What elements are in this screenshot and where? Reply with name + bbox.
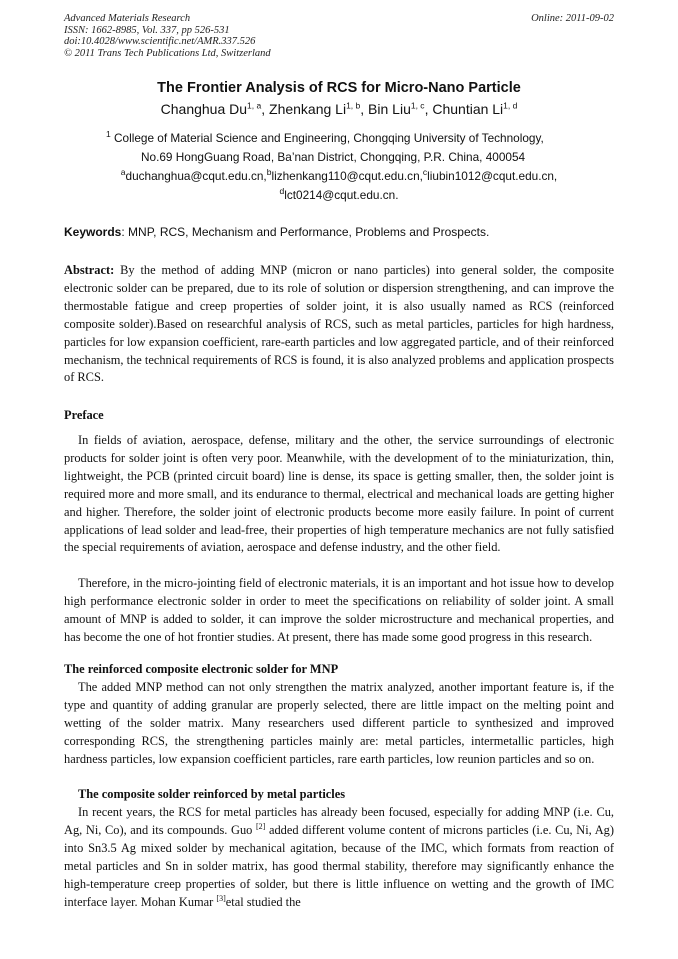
author: Changhua Du$^{1, a}$,: [160, 100, 270, 117]
author-email-d: $^d$lct0214@cqut.edu.cn.: [279, 186, 399, 202]
online-date: Online: 2011-09-02: [531, 13, 614, 24]
issn: ISSN: 1662-8985, Vol. 337, pp 526-531: [64, 24, 230, 36]
copyright: © 2011 Trans Tech Publications Ltd, Switzerland: [64, 47, 271, 59]
affiliation-line-2: No.69 HongGuang Road, Ba’nan District, Chongqing, P.R. China, 400054: [141, 150, 526, 164]
author: Zhenkang Li$^{1, b}$,: [269, 100, 369, 117]
journal-name: Advanced Materials Research: [64, 13, 191, 24]
citation-2: [2]: [255, 821, 266, 831]
author: Bin Liu$^{1, c}$,: [368, 100, 433, 117]
preface-paragraph-1: In fields of aviation, aerospace, defense, military and the other, the service surroundings of electronic products for solder joint is often very poor. Meanwhile, with the development of to the miniaturization, thin, lightweight, the PCB (printed circuit board) line is dense, its space is getting smaller, then, the solder joint is required more and more small, and its endurance to thermal, electrical and mechanical loads are getting higher and higher. Therefore, the solder joint of electronic products become more easily failure. In point of current applications of lead solder and lead-free, their properties of high temperature mechanics are not fully satisfied the special requirements of aviation, aerospace and defense industry, and the other field.: [64, 433, 614, 555]
abstract-text: By the method of adding MNP (micron or nano particles) into general solder, the composite electronic solder can be prepared, due to its role of solution or dispersion strengthening, and can improve the thermostable fatigue and creep properties of solder joint, it is also usually named as RCS (reinforced composite solder).Based on researchful analysis of RCS, such as metal particles, particles for high hardness, particles for low expansion coefficient, rare-earth particles and low aggregated particle, and of their reinforced mechanism, the technical requirements of RCS is found, it is also analyzed problems and application prospects of RCS.: [64, 263, 614, 385]
rcs-paragraph: The added MNP method can not only strengthen the matrix analyzed, another important feature is, if the type and quantity of adding granular are properly selected, there are little impact on the melting point and wetting of the solder matrix. Many researchers used different particle to synthesized and improved corresponding RCS, the strengthening particles mainly are: metal particles, intermetallic particles, high hardness particles, low expansion coefficient particles, rare earth particles, low reunion particles and so on.: [64, 680, 614, 766]
preface-paragraph-2: Therefore, in the micro-jointing field of electronic materials, it is an important and hot issue how to develop high performance electronic solder in order to meet the specifications on reliability of solder joint. A small amount of MNP is added to solder, it can improve the solder microstructure and mechanical properties, and has become the one of hot frontier studies. At present, there has made some good progress in this research.: [64, 576, 614, 644]
section-heading-rcs: The reinforced composite electronic solder for MNP: [64, 662, 339, 676]
citation-3: [3]: [216, 893, 226, 903]
section-heading-preface: Preface: [64, 408, 104, 422]
abstract: [64, 262, 614, 387]
section-heading-metal-particles: The composite solder reinforced by metal particles: [78, 787, 346, 801]
keywords-label: Keywords: [64, 225, 122, 239]
author: Chuntian Li$^{1, d}$: [432, 100, 518, 117]
doi: doi:10.4028/www.scientific.net/AMR.337.526: [64, 36, 256, 47]
abstract-label: Abstract:: [64, 263, 115, 277]
journal-header: [64, 13, 271, 59]
author-emails: $^a$duchanghua@cqut.edu.cn,$^b$lizhenkang110@cqut.edu.cn,$^c$liubin1012@cqut.edu.cn,: [120, 167, 558, 183]
keywords: [64, 225, 614, 239]
affiliation-line-1: $^1$ College of Material Science and Engineering, Chongqing University of Technology,: [106, 129, 544, 145]
keywords-text: : MNP, RCS, Mechanism and Performance, Problems and Prospects.: [121, 225, 490, 239]
author-list: [0, 101, 678, 117]
metal-particles-paragraph: In recent years, the RCS for metal particles has already been focused, especially for adding MNP (i.e. Cu, Ag, Ni, Co), and its compounds. Guo [2] added different volume content of microns particles (i.e. Cu, Ni, Ag) into Sn3.5 Ag mixed solder by mechanical agitation, because of the IMC, which formats from reaction of metal particles and Sn in solder matrix, has good thermal stability, therefore may significantly enhance the high-temperature creep properties of solder, but there is little influence on wetting and the growth of IMC interface layer. Mohan Kumar [3]etal studied the: [64, 805, 614, 909]
paper-title: The Frontier Analysis of RCS for Micro-Nano Particle: [157, 80, 521, 96]
